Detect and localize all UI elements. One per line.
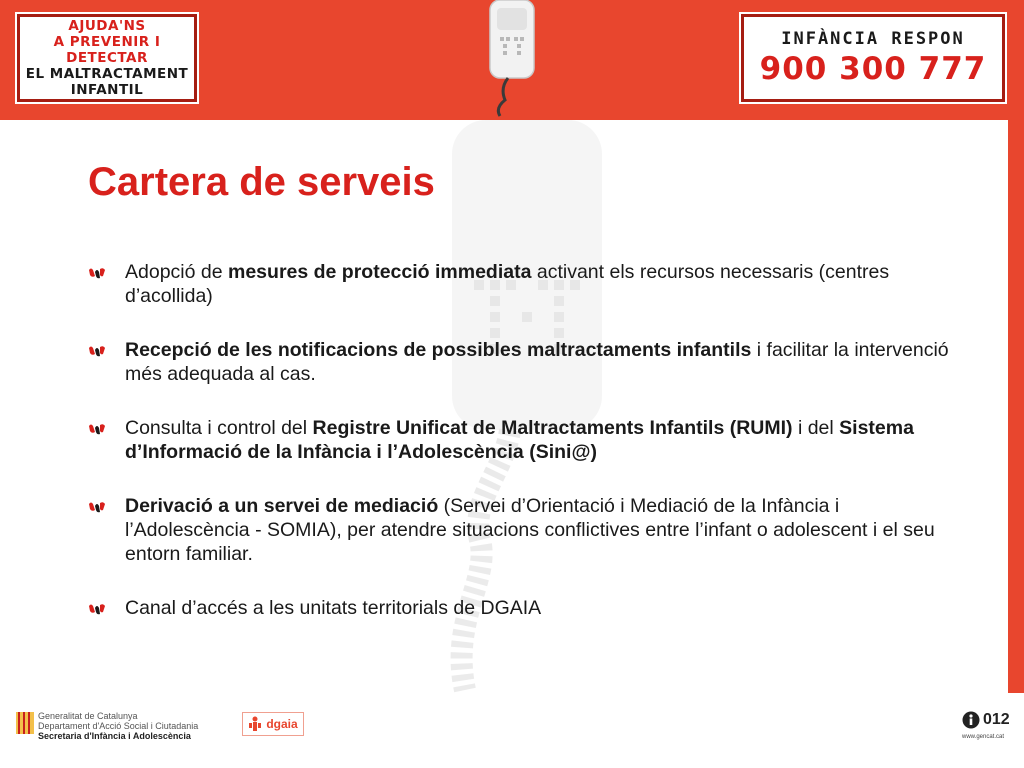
- service-text-5: Canal d’accés a les unitats territorials de DGAIA: [125, 597, 542, 619]
- slide-title: Cartera de serveis: [88, 160, 435, 204]
- info-012-icon: [962, 711, 980, 729]
- gencat-web-link[interactable]: www.gencat.cat: [962, 734, 1005, 740]
- dgaia-logo-icon: [248, 716, 262, 732]
- list-item: [88, 494, 968, 566]
- service-bold-1: mesures de protecció immediata: [228, 261, 532, 283]
- service-text-4: (Servei d’Orientació i Mediació de la Infància i l’Adolescència - SOMIA), per atendre situacions conflictives entre l’infant o adolescent i el seu entorn familiar.: [125, 495, 935, 565]
- info-012-logo: [962, 711, 1010, 729]
- service-text-2: i facilitar la intervenció més adequada al cas.: [125, 339, 949, 385]
- campaign-line-1: AJUDA'NS: [68, 18, 146, 34]
- service-bold-2: Recepció de les notificacions de possibles maltractaments infantils: [125, 339, 752, 361]
- dgaia-logo: [242, 712, 304, 736]
- dgaia-label: dgaia: [266, 717, 298, 731]
- info-012-number: 012: [983, 711, 1010, 728]
- service-text-1: Adopció de: [125, 261, 228, 283]
- hands-bullet-icon: [88, 500, 106, 514]
- service-text-1b: activant els recursos necessaris (centres d’acollida): [125, 261, 890, 307]
- generalitat-line-2: Departament d'Acció Social i Ciutadania: [38, 721, 199, 731]
- generalitat-credit: [38, 711, 198, 741]
- service-text-3: Consulta i control del: [125, 417, 313, 439]
- service-bold-4: Derivació a un servei de mediació: [125, 495, 439, 517]
- hands-bullet-icon: [88, 422, 106, 436]
- generalitat-line-1: Generalitat de Catalunya: [38, 711, 138, 721]
- generalitat-line-3: Secretaria d'Infància i Adolescència: [38, 731, 191, 741]
- hands-bullet-icon: [88, 266, 106, 280]
- list-item: [88, 260, 968, 308]
- list-item: [88, 416, 968, 464]
- service-bold-3b: Sistema d’Informació de la Infància i l’Adolescència (Sini@): [125, 417, 914, 463]
- helpline-phone: 900 300 777: [759, 51, 987, 87]
- services-list: [88, 260, 968, 650]
- service-text-3b: i del: [792, 417, 840, 439]
- campaign-line-3: EL MALTRACTAMENT: [25, 66, 189, 82]
- list-item: [88, 596, 968, 620]
- hands-bullet-icon: [88, 602, 106, 616]
- list-item: [88, 338, 968, 386]
- helpline-label: INFÀNCIA RESPON: [781, 29, 965, 49]
- generalitat-flag-icon: [16, 712, 34, 734]
- hands-bullet-icon: [88, 344, 106, 358]
- service-bold-3: Registre Unificat de Maltractaments Infantils (RUMI): [312, 417, 793, 439]
- campaign-line-2: A PREVENIR I DETECTAR: [53, 34, 161, 66]
- campaign-line-4: INFANTIL: [70, 82, 144, 98]
